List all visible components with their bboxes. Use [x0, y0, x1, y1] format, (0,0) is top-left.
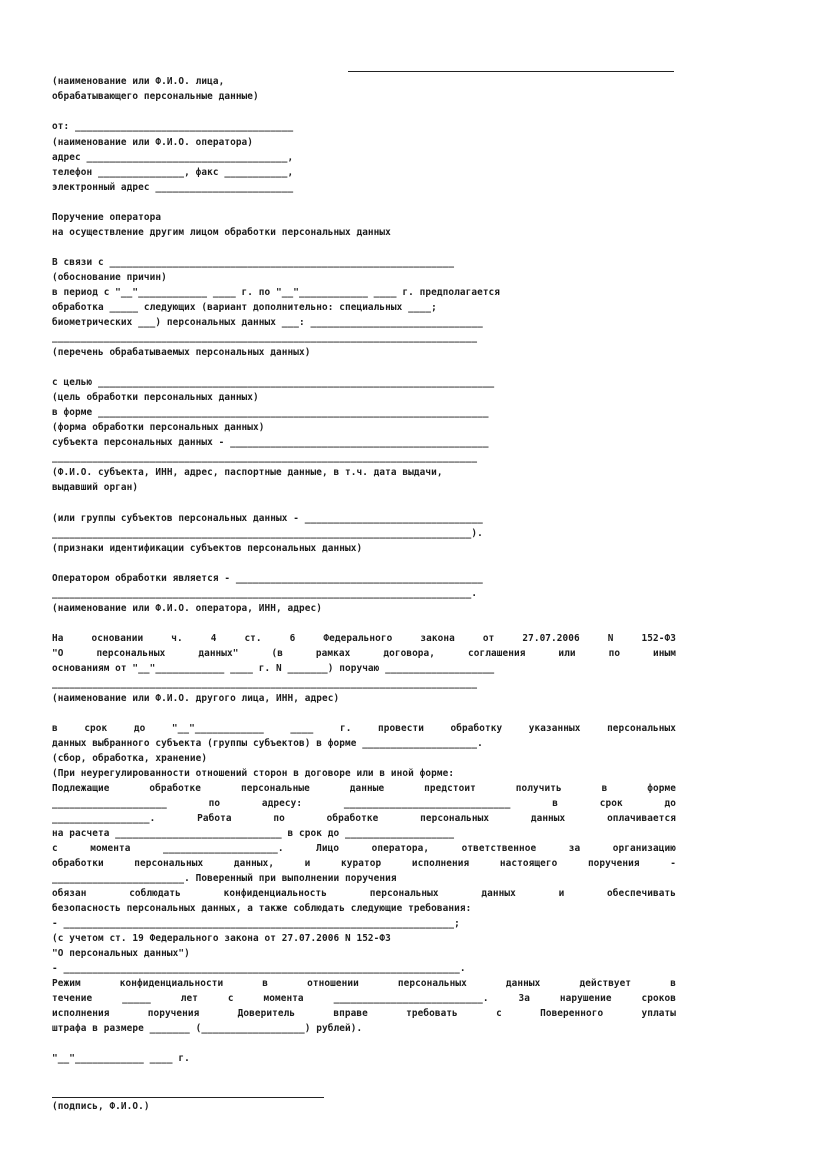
doc-line: выдавший орган) — [52, 482, 139, 493]
doc-line: - _____________________________________________________________________. — [52, 963, 466, 974]
doc-line: безопасность персональных данных, а также соблюдать следующие требования: — [52, 903, 472, 914]
doc-line: данных выбранного субъекта (группы субъектов) в форме ____________________. — [52, 738, 483, 749]
doc-line: обязан соблюдать конфиденциальность персональных данных и обеспечивать — [52, 888, 676, 899]
doc-line: _________________________________________________________________________. — [52, 588, 478, 599]
doc-line: Оператором обработки является - ___________________________________________ — [52, 573, 483, 584]
doc-line: (Ф.И.О. субъекта, ИНН, адрес, паспортные данные, в т.ч. дата выдачи, — [52, 467, 443, 478]
doc-line: Режим конфиденциальности в отношении персональных данных действует в — [52, 978, 676, 989]
doc-line: Подлежащие обработке персональные данные предстоит получить в форме — [52, 783, 676, 794]
doc-line: обработка _____ следующих (вариант дополнительно: специальных ____; — [52, 302, 437, 313]
doc-line: На основании ч. 4 ст. 6 Федерального закона от 27.07.2006 N 152-ФЗ — [52, 633, 676, 644]
doc-line: субъекта персональных данных - _____________________________________________ — [52, 437, 489, 448]
doc-line: (наименование или Ф.И.О. лица, — [52, 76, 225, 87]
doc-line: на расчета _____________________________ в срок до ___________________ — [52, 828, 455, 839]
doc-line: электронный адрес ________________________ — [52, 182, 294, 193]
doc-line: основаниям от "__"____________ ____ г. N _______) поручаю ___________________ — [52, 663, 495, 674]
doc-line: _______________________. Поверенный при выполнении поручения — [52, 873, 397, 884]
doc-line: _________________. Работа по обработке персональных данных оплачивается — [52, 813, 676, 824]
doc-line: адрес ___________________________________, — [52, 152, 294, 163]
addressee-line — [348, 71, 674, 72]
doc-line: (сбор, обработка, хранение) — [52, 753, 208, 764]
doc-line: от: ______________________________________ — [52, 121, 294, 132]
doc-line: (наименование или Ф.И.О. оператора) — [52, 137, 254, 148]
doc-line: биометрических ___) персональных данных ___: ______________________________ — [52, 317, 483, 328]
doc-line: (с учетом ст. 19 Федерального закона от 27.07.2006 N 152-ФЗ — [52, 933, 391, 944]
doc-line: - ____________________________________________________________________; — [52, 918, 460, 929]
doc-line: с целью _____________________________________________________________________ — [52, 377, 495, 388]
doc-line: (цель обработки персональных данных) — [52, 392, 259, 403]
date-line: "__"____________ ____ г. — [52, 1053, 190, 1064]
doc-line: обработки персональных данных, и куратор исполнения настоящего поручения - — [52, 858, 676, 869]
doc-line: "О персональных данных" (в рамках договора, соглашения или по иным — [52, 648, 676, 659]
doc-line: __________________________________________________________________________ — [52, 332, 478, 343]
doc-line: (При неурегулированности отношений сторон в договоре или в иной форме: — [52, 768, 455, 779]
doc-line: (наименование или Ф.И.О. другого лица, ИНН, адрес) — [52, 693, 340, 704]
doc-line: (наименование или Ф.И.О. оператора, ИНН, адрес) — [52, 603, 322, 614]
doc-line: в период с "__"____________ ____ г. по "__"____________ ____ г. предполагается — [52, 287, 501, 298]
signature-line — [52, 1097, 324, 1098]
doc-line: телефон _______________, факс ___________, — [52, 167, 294, 178]
doc-line: в срок до "__"____________ ____ г. провести обработку указанных персональных — [52, 723, 676, 734]
doc-line: _________________________________________________________________________). — [52, 528, 483, 539]
doc-line: (признаки идентификации субъектов персональных данных) — [52, 543, 363, 554]
doc-line: (или группы субъектов персональных данных - _______________________________ — [52, 513, 483, 524]
doc-line: __________________________________________________________________________ — [52, 452, 478, 463]
doc-line: "О персональных данных") — [52, 948, 190, 959]
doc-line: В связи с ____________________________________________________________ — [52, 257, 455, 268]
doc-subtitle: на осуществление другим лицом обработки персональных данных — [52, 227, 391, 238]
doc-line: течение _____ лет с момента __________________________. За нарушение сроков — [52, 993, 676, 1004]
doc-line: исполнения поручения Доверитель вправе требовать с Поверенного уплаты — [52, 1008, 676, 1019]
doc-line: обрабатывающего персональные данные) — [52, 91, 259, 102]
doc-line: штрафа в размере _______ (__________________) рублей). — [52, 1023, 363, 1034]
doc-line: (перечень обрабатываемых персональных данных) — [52, 347, 311, 358]
doc-line: (обоснование причин) — [52, 272, 167, 283]
doc-line: __________________________________________________________________________ — [52, 678, 478, 689]
doc-line: ____________________ по адресу: _____________________________ в срок до — [52, 798, 676, 809]
doc-line: (форма обработки персональных данных) — [52, 422, 265, 433]
doc-title: Поручение оператора — [52, 212, 162, 223]
doc-line: с момента ____________________. Лицо оператора, ответственное за организацию — [52, 843, 676, 854]
doc-line: в форме ____________________________________________________________________ — [52, 407, 489, 418]
signature-caption: (подпись, Ф.И.О.) — [52, 1101, 150, 1112]
